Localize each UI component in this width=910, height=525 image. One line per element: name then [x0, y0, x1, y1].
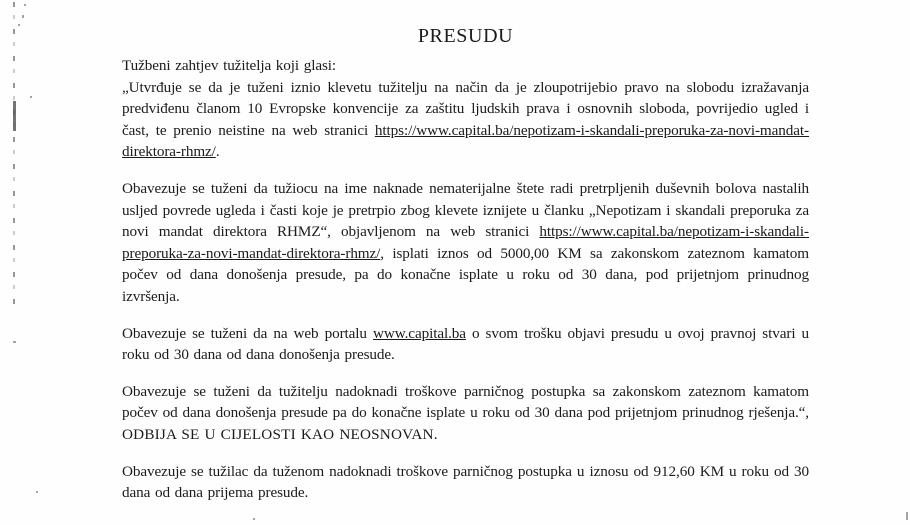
capital-article-link: https://www.capital.ba/nepotizam-i-skandali-preporuka-za-novi-mandat-direktora-rhmz/ [122, 223, 809, 262]
capital-portal-link: www.capital.ba [372, 324, 466, 342]
damages-text: Obavezuje se tuženi da tužiocu na ime naknade nematerijalne štete radi pretrpljenih duševnih bolova nastalih usljed povrede ugleda i časti koje je pretrpio zbog klevete iznijete u članku „Nepotizam i skandali preporuka za novi mandat direktora RHMZ“, objavljenom na web stranici [122, 179, 809, 241]
paragraph-claim [122, 55, 809, 163]
paragraph-damages [122, 178, 809, 308]
scan-edge-artifact-dark [13, 101, 16, 131]
damages-text-end: , isplati iznos od 5000,00 KM sa zakonskom zateznom kamatom počev od dana donošenja presude, pa do konačne isplate u roku od 30 dana, pod prijetnjom prinudnog izvršenja. [122, 244, 809, 305]
document-title: PRESUDU [417, 25, 514, 47]
scan-speck [18, 24, 20, 26]
claim-text-end: . [215, 143, 220, 161]
publication-text: Obavezuje se tuženi da na web portalu [122, 324, 373, 342]
paragraph-plaintiff-costs [122, 461, 809, 504]
scan-edge-artifact [13, 2, 15, 307]
scan-speck [24, 4, 26, 6]
scan-speck [906, 512, 908, 520]
plaintiff-costs-text: Obavezuje se tužilac da tuženom nadoknadi troškove parničnog postupka u iznosu od 912,60 KM u roku od 30 dana od dana prijema presude. [122, 462, 809, 502]
scan-speck [13, 341, 16, 343]
publication-text-end: o svom trošku objavi presudu u ovoj pravnoj stvari u roku od 30 dana od dana donošenja presude. [122, 324, 810, 364]
scan-speck [36, 491, 38, 493]
claim-intro-line: Tužbeni zahtjev tužitelja koji glasi: [122, 57, 337, 74]
paragraph-costs-rejection [122, 381, 809, 446]
costs-text-end: . [433, 425, 438, 443]
scan-speck [30, 96, 32, 98]
claim-text: „Utvrđuje se da je tuženi iznio klevetu tužitelju na način da je zloupotrijebio pravo na slobodu izražavanja predviđenu članom 10 Evropske konvencije za zaštitu ljudskih prava i osnovnih sloboda, povrijedio ugled i čast, te prenio neistine na web stranici [122, 78, 809, 139]
document-body [122, 55, 809, 519]
costs-text: Obavezuje se tuženi da tužitelju nadoknadi troškove parničnog postupka sa zakonskom zateznom kamatom počev od dana donošenja presude pa do konačne isplate u roku od 30 dana pod prijetnjom prinudnog rješenja.“, [122, 382, 809, 422]
capital-article-link: https://www.capital.ba/nepotizam-i-skandali-preporuka-za-novi-mandat-direktora-rhmz/ [122, 121, 809, 161]
paragraph-publication [122, 323, 809, 366]
scan-speck [22, 15, 24, 18]
rejection-statement: ODBIJA SE U CIJELOSTI KAO NEOSNOVAN [122, 425, 434, 443]
